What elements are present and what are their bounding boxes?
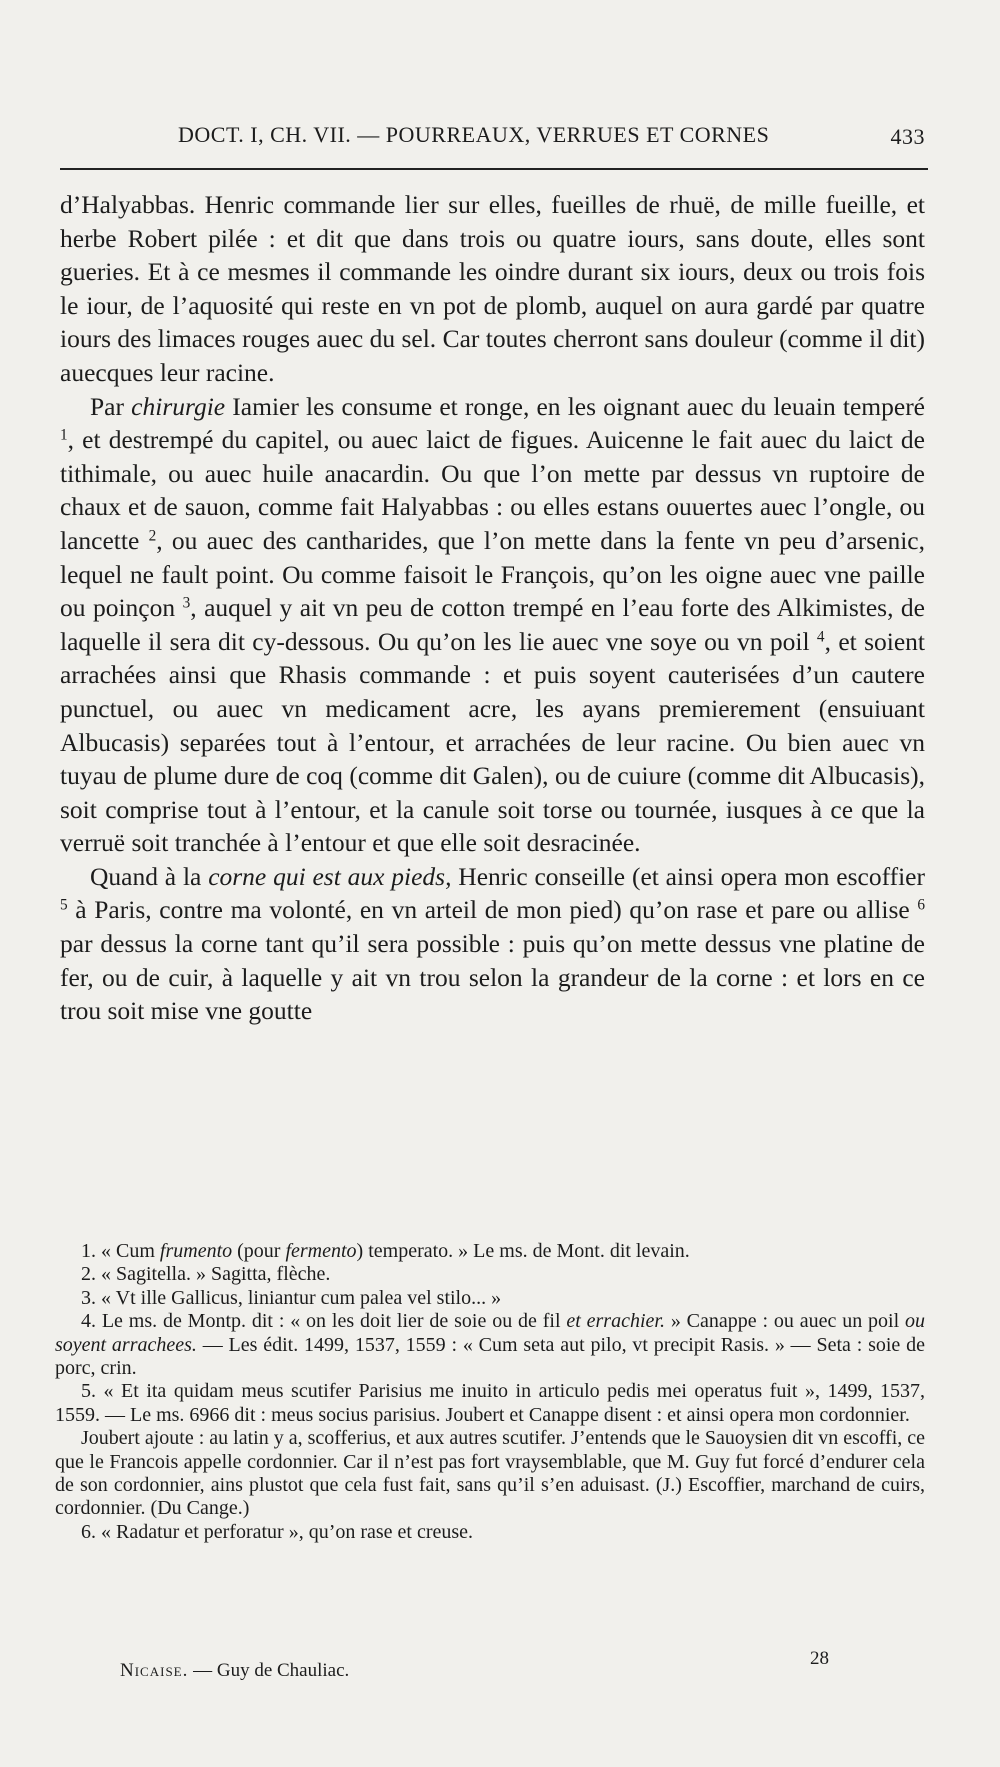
text-run: Par (90, 391, 132, 421)
text-run: « Sagitella. » Sagitta, flèche. (101, 1263, 331, 1286)
text-run: Le ms. de Montp. dit : « on les doit lier de soie ou de fil (101, 1310, 567, 1333)
running-title: DOCT. I, CH. VII. — POURREAUX, VERRUES ET CORNES (178, 122, 770, 147)
footnote-text (101, 1521, 473, 1543)
text-run: Joubert ajoute : au latin y a, scofferius, et aux autres scutifer. J’entends que le Sauoysien dit vn escoffi, ce que le Francois appelle cordonnier. Car il n’est pas fort vraysemblable, que M. Guy fut forcé d’endurer cela de son cordonnier, ains plustot que cela fust fait, sans qu’il s’en aduisast. (J.) Escoffier, marchand de cuirs, cordonnier. (Du Cange.) (55, 1427, 926, 1520)
footer-work: — Guy de Chauliac. (193, 1660, 350, 1681)
paragraph (60, 860, 925, 1028)
footer-author: Nicaise. (120, 1660, 189, 1681)
footnote-text (101, 1240, 690, 1262)
text-run: — Les édit. 1499, 1537, 1559 : « Cum seta aut pilo, vt precipit Rasis. » — Seta : soie de porc, crin. (55, 1333, 925, 1380)
text-run: « Cum (101, 1240, 160, 1262)
footnote-number: 2. (81, 1263, 96, 1286)
footnote-ref: 6 (917, 897, 925, 915)
footnote (55, 1287, 925, 1310)
footnote (55, 1380, 925, 1427)
footnote-continuation (55, 1427, 925, 1521)
italic-text: et errachier. (566, 1310, 665, 1333)
footnote-number: 1. (81, 1240, 96, 1262)
footnote-text (101, 1287, 501, 1309)
text-run: , ou auec des cantharides, que l’on mette dans la fente vn peu d’arsenic, lequel ne fault point. Ou comme faisoit le François, qu’on les oigne auec vne paille ou poinçon (60, 525, 925, 623)
page-number: 433 (890, 124, 925, 149)
text-run: » Canappe : ou auec un poil (664, 1310, 905, 1333)
text-run: à Paris, contre ma volonté, en vn arteil de mon pied) qu’on rase et pare ou allise (67, 895, 918, 925)
text-run: (pour (232, 1240, 286, 1262)
header-rule (60, 168, 928, 170)
footnote-number: 4. (81, 1310, 96, 1333)
running-header (60, 122, 925, 156)
text-run: , et soient arrachées ainsi que Rhasis commande : et puis soyent cauterisées d’un cautere punctuel, ou auec vn medicament acre, les ayans premierement (ensuiuant Albucasis) separées tout à l’entour, et arrachées de leur racine. Ou bien auec vn tuyau de plume dure de coq (comme dit Galen), ou de cuiure (comme dit Albucasis), soit comprise tout à l’entour, et la canule soit torse ou tournée, iusques à ce que la verruë soit tranchée à l’entour et que elle soit desracinée. (60, 626, 925, 858)
text-run: « Radatur et perforatur », qu’on rase et creuse. (101, 1520, 474, 1543)
text-run: , et destrempé du capitel, ou auec laict de figues. Auicenne le fait auec du laict de tithimale, ou auec huile anacardin. Ou que l’on mette par dessus vn ruptoire de chaux et de sauon, comme fait Halyabbas : ou elles estans ouuertes auec l’ongle, ou lancette (60, 425, 925, 555)
italic-text: corne qui est aux pieds, (208, 861, 452, 891)
text-run: ) temperato. » Le ms. de Mont. dit levain. (356, 1240, 690, 1262)
footer-credit (120, 1660, 349, 1682)
footnote (55, 1521, 925, 1544)
text-run: Quand à la (90, 861, 209, 891)
italic-text: frumento (159, 1240, 233, 1262)
page-footer (120, 1648, 880, 1681)
footnote (55, 1263, 925, 1286)
footnote-number: 6. (81, 1520, 96, 1543)
paragraph (60, 390, 925, 860)
footnotes (55, 1240, 925, 1544)
text-run: Henric conseille (et ainsi opera mon escoffier (451, 861, 925, 891)
footnote (55, 1310, 925, 1380)
paragraph (60, 188, 925, 390)
footnote-text (55, 1427, 925, 1519)
footnote-number: 3. (81, 1286, 96, 1309)
italic-text: fermento (285, 1240, 357, 1262)
text-run: Iamier les consume et ronge, en les oignant auec du leuain temperé (225, 391, 926, 421)
text-run: « Et ita quidam meus scutifer Parisius me inuito in articulo pedis mei operatus fuit », 1499, 1537, 1559. — Le ms. 6966 dit : meus socius parisius. Joubert et Canappe disent : et ainsi opera mon cordonnier. (55, 1380, 925, 1426)
text-run: , auquel y ait vn peu de cotton trempé en l’eau forte des Alkimistes, de laquelle il sera dit cy-dessous. Ou qu’on les lie auec vne soye ou vn poil (60, 593, 925, 656)
footnote-text (55, 1380, 925, 1425)
footnote-ref: 2 (148, 527, 157, 545)
footnote-ref: 4 (816, 628, 825, 646)
text-run: par dessus la corne tant qu’il sera possible : puis qu’on mette dessus vne platine de fer, ou de cuir, à laquelle y ait vn trou selon la grandeur de la corne : et lors en ce trou soit mise vne goutte (60, 929, 925, 1026)
footnote-ref: 5 (60, 897, 68, 915)
signature-mark: 28 (810, 1648, 829, 1669)
footnote-text (101, 1263, 330, 1285)
italic-text: ou soyent arrachees. (55, 1310, 925, 1356)
italic-text: chirurgie (131, 391, 226, 421)
footnote-number (55, 1427, 81, 1449)
text-run: d’Halyabbas. Henric commande lier sur elles, fueilles de rhuë, de mille fueille, et herbe Robert pilée : et dit que dans trois ou quatre iours, sans doute, elles sont gueries. Et à ce mesmes il commande les oindre durant six iours, deux ou trois fois le iour, de l’aquosité qui reste en vn pot de plomb, auquel on aura gardé par quatre iours des limaces rouges auec du sel. Car toutes cherront sans douleur (comme il dit) auecques leur racine. (60, 190, 925, 387)
footnote-ref: 1 (60, 426, 68, 444)
footnote-ref: 3 (182, 594, 191, 612)
footnote (55, 1240, 925, 1263)
footnote-text (55, 1310, 925, 1379)
main-text (60, 188, 925, 1028)
footnote-number: 5. (81, 1380, 96, 1403)
text-run: « Vt ille Gallicus, liniantur cum palea vel stilo... » (101, 1286, 502, 1309)
